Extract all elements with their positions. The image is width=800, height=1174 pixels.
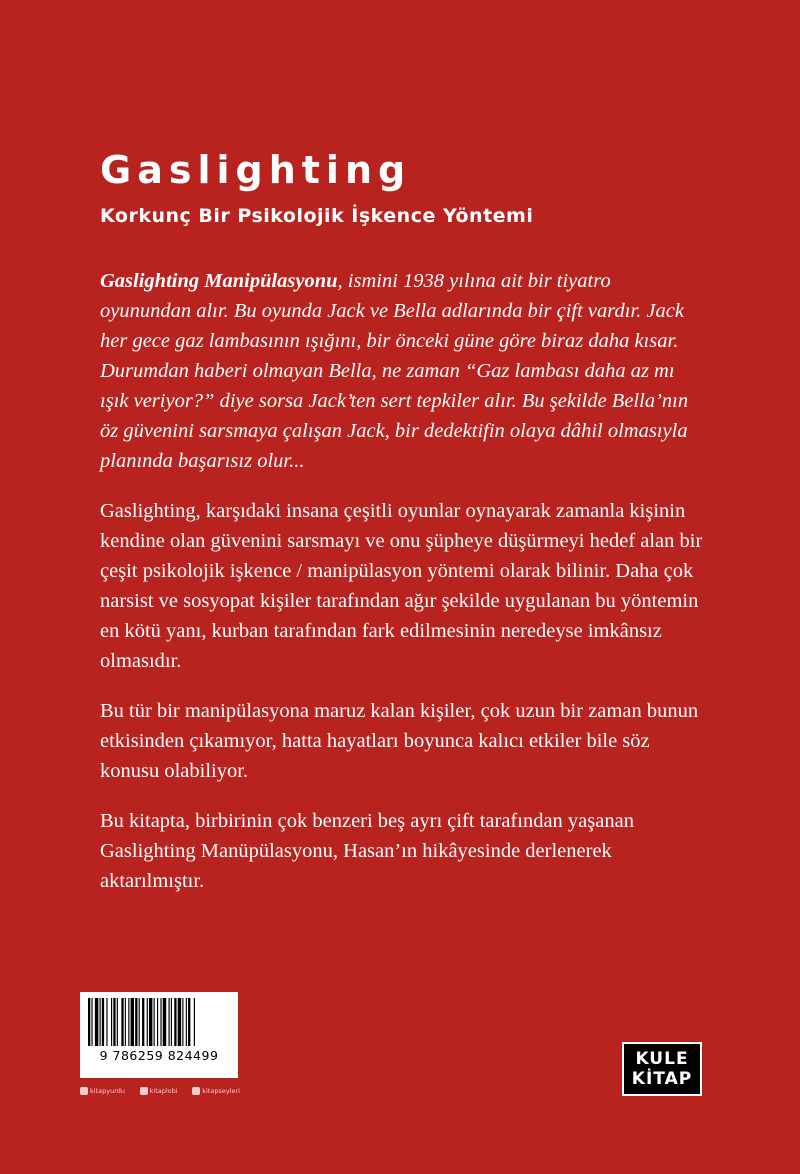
barcode-bars	[86, 998, 232, 1048]
blurb-intro	[100, 266, 706, 476]
publisher-name-line-1: KULE	[635, 1049, 689, 1069]
book-title: Gaslighting	[100, 148, 412, 192]
kitaplobi-icon	[140, 1087, 148, 1095]
publisher-name-line-2: KİTAP	[631, 1069, 693, 1089]
isbn-number: 9 786259 824499	[99, 1048, 219, 1063]
store-logo-kitapyurdu: kitapyurdu	[80, 1087, 125, 1095]
publisher-logo	[622, 1042, 702, 1096]
isbn-barcode	[80, 992, 238, 1078]
blurb-intro-text: , ismini 1938 yılına ait bir tiyatro oyunundan alır. Bu oyunda Jack ve Bella adlarında bir çift vardır. Jack her gece gaz lambasının ışığını, bir önceki güne göre biraz daha kısar. Durumdan haberi olmayan Bella, ne zaman “Gaz lambası daha az mı ışık veriyor?” diye sorsa Jack’ten sert tepkiler alır. Bu şekilde Bella’nın öz güvenini sarsmaya çalışan Jack, bir dedektifin olaya dâhil olmasıyla planında başarısız olur...	[100, 270, 689, 472]
store-logo-kitapseyleri: kitapseyleri	[192, 1087, 240, 1095]
blurb-paragraph-2: Bu tür bir manipülasyona maruz kalan kişiler, çok uzun bir zaman bunun etkisinden çıkamıyor, hatta hayatları boyunca kalıcı etkiler bile söz konusu olabiliyor.	[100, 700, 699, 782]
blurb	[100, 266, 706, 916]
blurb-paragraph-3: Bu kitapta, birbirinin çok benzeri beş ayrı çift tarafından yaşanan Gaslighting Manüpülasyonu, Hasan’ın hikâyesinde derlenerek aktarılmıştır.	[100, 810, 634, 892]
kitapyurdu-icon	[80, 1087, 88, 1095]
book-subtitle: Korkunç Bir Psikolojik İşkence Yöntemi	[100, 205, 534, 227]
store-logos	[80, 1084, 240, 1098]
kitapseyleri-icon	[192, 1087, 200, 1095]
blurb-intro-bold: Gaslighting Manipülasyonu	[100, 270, 338, 292]
blurb-paragraph-1: Gaslighting, karşıdaki insana çeşitli oyunlar oynayarak zamanla kişinin kendine olan güvenini sarsmayı ve onu şüpheye düşürmeyi hedef alan bir çeşit psikolojik işkence / manipülasyon yöntemi olarak bilinir. Daha çok narsist ve sosyopat kişiler tarafından ağır şekilde uygulanan bu yöntemin en kötü yanı, kurban tarafından fark edilmesinin neredeyse imkânsız olmasıdır.	[100, 500, 703, 672]
store-logo-kitaplobi: kitaplobi	[140, 1087, 178, 1095]
